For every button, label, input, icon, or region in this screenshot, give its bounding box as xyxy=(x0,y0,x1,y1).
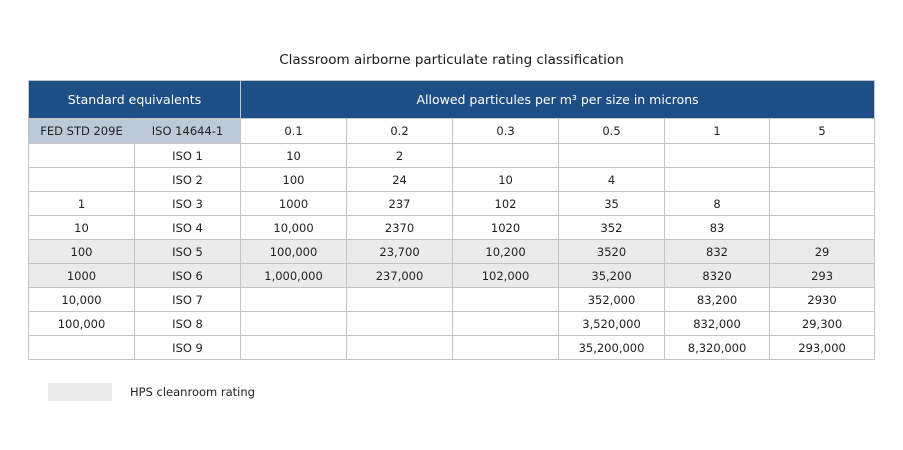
particle-count-cell xyxy=(453,288,559,312)
fed-std-cell: 1000 xyxy=(29,264,135,288)
particle-count-cell: 832 xyxy=(665,240,770,264)
table-row xyxy=(29,312,875,336)
legend-label: HPS cleanroom rating xyxy=(130,385,255,399)
fed-std-cell xyxy=(29,144,135,168)
particle-count-cell xyxy=(453,336,559,360)
table-row xyxy=(29,192,875,216)
particle-count-cell: 3,520,000 xyxy=(559,312,665,336)
size-header: 5 xyxy=(770,119,875,144)
legend-swatch xyxy=(48,383,112,401)
table-row xyxy=(29,288,875,312)
fed-std-cell: 100,000 xyxy=(29,312,135,336)
particle-count-cell: 35,200,000 xyxy=(559,336,665,360)
particle-count-cell: 102,000 xyxy=(453,264,559,288)
iso-class-cell: ISO 2 xyxy=(135,168,241,192)
particle-count-cell: 29 xyxy=(770,240,875,264)
particle-count-cell: 4 xyxy=(559,168,665,192)
particle-count-cell: 83 xyxy=(665,216,770,240)
particle-count-cell: 352 xyxy=(559,216,665,240)
particle-count-cell: 8 xyxy=(665,192,770,216)
iso-class-cell: ISO 4 xyxy=(135,216,241,240)
particle-count-cell xyxy=(770,168,875,192)
particle-count-cell: 24 xyxy=(347,168,453,192)
header-row xyxy=(29,81,875,119)
iso-class-cell: ISO 8 xyxy=(135,312,241,336)
particle-count-cell xyxy=(241,312,347,336)
particle-count-cell: 100,000 xyxy=(241,240,347,264)
particulate-classification-table xyxy=(28,80,875,360)
particle-count-cell: 1020 xyxy=(453,216,559,240)
size-header: 0.2 xyxy=(347,119,453,144)
particle-count-cell: 10 xyxy=(453,168,559,192)
particle-count-cell xyxy=(347,288,453,312)
table-title: Classroom airborne particulate rating classification xyxy=(279,52,624,68)
fed-std-cell xyxy=(29,336,135,360)
fed-std-cell: 10,000 xyxy=(29,288,135,312)
particle-count-cell: 102 xyxy=(453,192,559,216)
particle-count-cell: 3520 xyxy=(559,240,665,264)
table-row xyxy=(29,168,875,192)
particle-count-cell: 10,000 xyxy=(241,216,347,240)
particle-count-cell xyxy=(770,144,875,168)
fed-std-header: FED STD 209E xyxy=(29,119,135,144)
particle-count-cell: 237,000 xyxy=(347,264,453,288)
subheader-row xyxy=(29,119,875,144)
particle-count-cell xyxy=(665,144,770,168)
particle-count-cell xyxy=(559,144,665,168)
allowed-particles-header: Allowed particules per m³ per size in microns xyxy=(241,81,875,119)
particle-count-cell: 23,700 xyxy=(347,240,453,264)
particle-count-cell: 237 xyxy=(347,192,453,216)
particle-count-cell xyxy=(665,168,770,192)
table-row xyxy=(29,216,875,240)
particle-count-cell: 352,000 xyxy=(559,288,665,312)
particle-count-cell: 35 xyxy=(559,192,665,216)
iso-header: ISO 14644-1 xyxy=(135,119,241,144)
size-header: 0.3 xyxy=(453,119,559,144)
particle-count-cell: 83,200 xyxy=(665,288,770,312)
particle-count-cell xyxy=(453,312,559,336)
particle-count-cell xyxy=(347,336,453,360)
table-row xyxy=(29,336,875,360)
particle-count-cell xyxy=(770,192,875,216)
iso-class-cell: ISO 9 xyxy=(135,336,241,360)
table-row xyxy=(29,240,875,264)
particle-count-cell xyxy=(241,288,347,312)
table-row xyxy=(29,264,875,288)
fed-std-cell xyxy=(29,168,135,192)
particle-count-cell: 1,000,000 xyxy=(241,264,347,288)
fed-std-cell: 1 xyxy=(29,192,135,216)
iso-class-cell: ISO 5 xyxy=(135,240,241,264)
standard-equivalents-header: Standard equivalents xyxy=(29,81,241,119)
particle-count-cell: 29,300 xyxy=(770,312,875,336)
particle-count-cell: 293,000 xyxy=(770,336,875,360)
size-header: 0.5 xyxy=(559,119,665,144)
particle-count-cell: 2370 xyxy=(347,216,453,240)
iso-class-cell: ISO 3 xyxy=(135,192,241,216)
size-header: 1 xyxy=(665,119,770,144)
particle-count-cell: 10 xyxy=(241,144,347,168)
iso-class-cell: ISO 6 xyxy=(135,264,241,288)
table-body xyxy=(29,144,875,360)
legend xyxy=(48,383,255,401)
table-row xyxy=(29,144,875,168)
particle-count-cell xyxy=(347,312,453,336)
fed-std-cell: 10 xyxy=(29,216,135,240)
iso-class-cell: ISO 1 xyxy=(135,144,241,168)
size-header: 0.1 xyxy=(241,119,347,144)
iso-class-cell: ISO 7 xyxy=(135,288,241,312)
particle-count-cell: 35,200 xyxy=(559,264,665,288)
particle-count-cell: 1000 xyxy=(241,192,347,216)
particle-count-cell: 100 xyxy=(241,168,347,192)
particle-count-cell: 8,320,000 xyxy=(665,336,770,360)
particle-count-cell xyxy=(770,216,875,240)
particle-count-cell xyxy=(241,336,347,360)
particle-count-cell xyxy=(453,144,559,168)
particle-count-cell: 8320 xyxy=(665,264,770,288)
particle-count-cell: 2930 xyxy=(770,288,875,312)
particle-count-cell: 2 xyxy=(347,144,453,168)
particle-count-cell: 10,200 xyxy=(453,240,559,264)
fed-std-cell: 100 xyxy=(29,240,135,264)
particle-count-cell: 832,000 xyxy=(665,312,770,336)
particle-count-cell: 293 xyxy=(770,264,875,288)
